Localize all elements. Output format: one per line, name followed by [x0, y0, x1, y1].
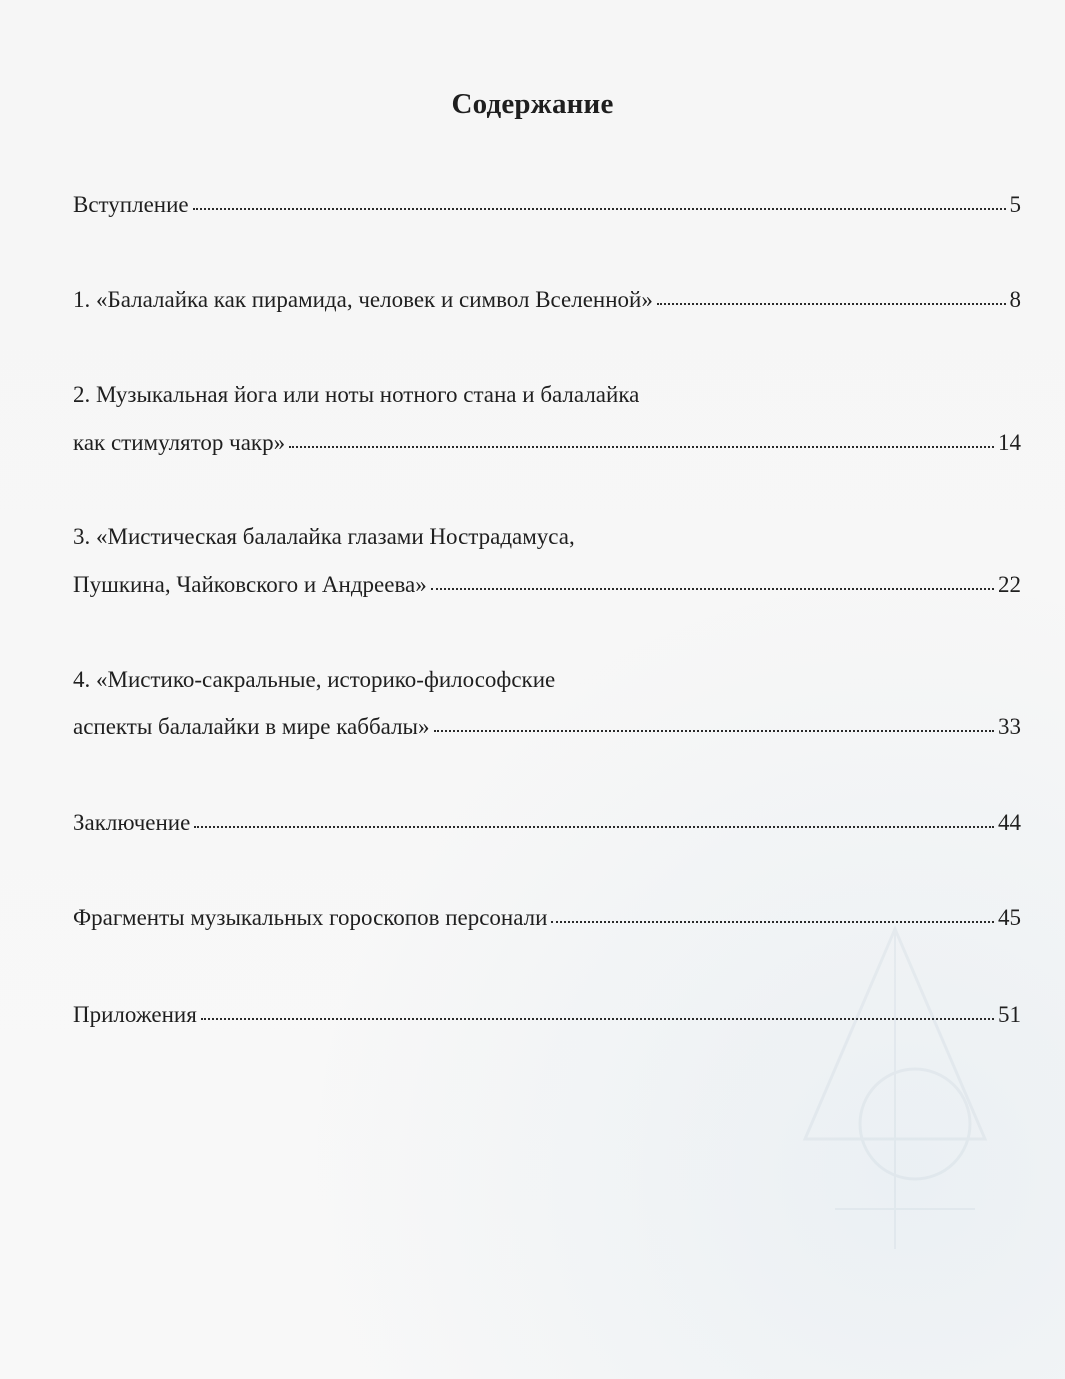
toc-entry-chapter-3: [73, 570, 1021, 600]
toc-entry-chapter-1: [73, 285, 1021, 315]
toc-entry-title: как стимулятор чакр»: [73, 430, 286, 455]
toc-entry-title: Пушкина, Чайковского и Андреева»: [73, 572, 427, 597]
toc-entry-chapter-4-line-1: 4. «Мистико-сакральные, историко-философские: [73, 667, 556, 692]
page-title: Содержание: [451, 88, 614, 120]
dotted-leader: [431, 588, 994, 590]
toc-entry-title: Фрагменты музыкальных гороскопов персонали: [73, 905, 548, 930]
dotted-leader: [193, 208, 1006, 210]
toc-entry-chapter-3-line-1: 3. «Мистическая балалайка глазами Нострадамуса,: [73, 524, 575, 549]
toc-entry-conclusion: [73, 808, 1021, 838]
toc-entry-title: Заключение: [73, 810, 191, 835]
dotted-leader: [434, 730, 995, 732]
toc-entry-title: 1. «Балалайка как пирамида, человек и символ Вселенной»: [73, 287, 653, 312]
toc-entry-page-number: 51: [998, 1002, 1021, 1027]
toc-entry-page-number: 22: [998, 572, 1021, 597]
toc-entry-title: Приложения: [73, 1002, 197, 1027]
toc-entry-page-number: 8: [1009, 287, 1021, 312]
toc-entry-chapter-4: [73, 712, 1021, 742]
toc-entry-page-number: 44: [998, 810, 1021, 835]
toc-entry-page-number: 45: [998, 905, 1021, 930]
toc-entry-page-number: 5: [1009, 192, 1021, 217]
toc-entry-title: Вступление: [73, 192, 189, 217]
toc-entry-chapter-2: [73, 428, 1021, 458]
dotted-leader: [194, 826, 994, 828]
toc-entry-chapter-2-line-1: 2. Музыкальная йога или ноты нотного стана и балалайка: [73, 382, 640, 407]
toc-entry-page-number: 14: [998, 430, 1021, 455]
dotted-leader: [657, 303, 1006, 305]
toc-entry-introduction: [73, 190, 1021, 220]
toc-entry-page-number: 33: [998, 714, 1021, 739]
toc-entry-title: аспекты балалайки в мире каббалы»: [73, 714, 430, 739]
background-watermark-graphic: [765, 889, 1025, 1309]
dotted-leader: [289, 446, 994, 448]
